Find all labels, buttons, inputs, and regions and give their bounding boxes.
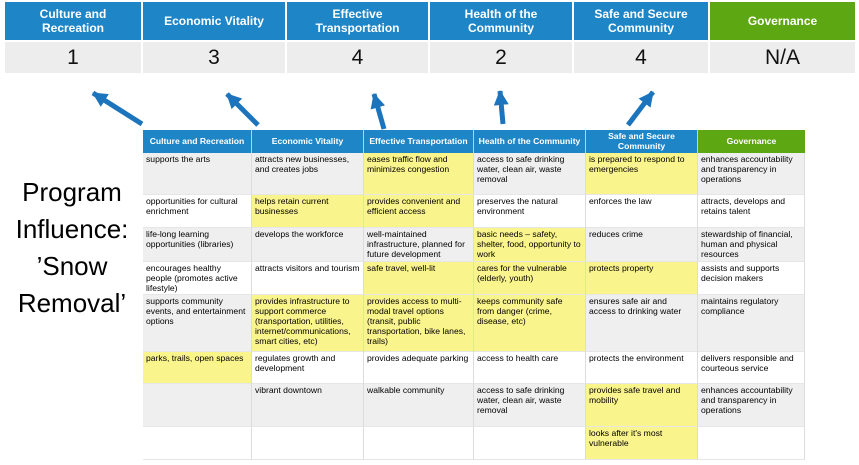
summary-score-cell-6: N/A: [710, 42, 855, 73]
matrix-row-5: [143, 295, 805, 352]
summary-score-cell-2: 3: [143, 42, 285, 73]
matrix-cell-r4-c1: encourages healthy people (promotes active lifestyle): [143, 262, 252, 295]
summary-score-cell-5: 4: [574, 42, 708, 73]
matrix-row-4: [143, 262, 805, 295]
matrix-cell-r1-c6: enhances accountability and transparency in operations: [698, 153, 805, 195]
summary-header-row: [5, 2, 855, 40]
matrix-cell-r7-c1: [143, 384, 252, 427]
summary-score-cell-1: 1: [5, 42, 141, 73]
summary-header-cell-2: Economic Vitality: [143, 2, 285, 40]
matrix-cell-r6-c2: regulates growth and development: [252, 352, 364, 384]
influence-matrix: [143, 130, 805, 460]
arrow-economic: [227, 94, 258, 125]
matrix-cell-r6-c5: protects the environment: [586, 352, 698, 384]
summary-header-cell-6: Governance: [710, 2, 855, 40]
matrix-cell-r2-c4: preserves the natural environment: [474, 195, 586, 228]
matrix-cell-r8-c5: looks after it's most vulnerable: [586, 427, 698, 460]
matrix-cell-r2-c1: opportunities for cultural enrichment: [143, 195, 252, 228]
matrix-cell-r5-c4: keeps community safe from danger (crime, disease, etc): [474, 295, 586, 352]
matrix-row-6: [143, 352, 805, 384]
matrix-row-7: [143, 384, 805, 427]
matrix-cell-r8-c6: [698, 427, 805, 460]
program-influence-label: Program Influence: ’Snow Removal’: [15, 177, 129, 318]
matrix-header-cell-1: Culture and Recreation: [143, 130, 252, 153]
matrix-cell-r2-c2: helps retain current businesses: [252, 195, 364, 228]
matrix-cell-r3-c5: reduces crime: [586, 228, 698, 262]
matrix-cell-r7-c3: walkable community: [364, 384, 474, 427]
matrix-row-2: [143, 195, 805, 228]
matrix-cell-r7-c5: provides safe travel and mobility: [586, 384, 698, 427]
matrix-body: [143, 153, 805, 460]
matrix-cell-r5-c3: provides access to multi-modal travel options (transit, public transportation, bike lanes, trails): [364, 295, 474, 352]
arrow-culture: [93, 93, 142, 124]
matrix-cell-r4-c4: cares for the vulnerable (elderly, youth): [474, 262, 586, 295]
matrix-cell-r7-c2: vibrant downtown: [252, 384, 364, 427]
matrix-cell-r5-c1: supports community events, and entertainment options: [143, 295, 252, 352]
summary-header-cell-1: Culture and Recreation: [5, 2, 141, 40]
summary-score-cell-4: 2: [430, 42, 572, 73]
matrix-header-cell-4: Health of the Community: [474, 130, 586, 153]
matrix-header-cell-3: Effective Transportation: [364, 130, 474, 153]
matrix-row-8: [143, 427, 805, 460]
matrix-cell-r1-c1: supports the arts: [143, 153, 252, 195]
matrix-cell-r3-c4: basic needs – safety, shelter, food, opportunity to work: [474, 228, 586, 262]
matrix-cell-r1-c3: eases traffic flow and minimizes congestion: [364, 153, 474, 195]
matrix-cell-r3-c6: stewardship of financial, human and physical resources: [698, 228, 805, 262]
matrix-header-cell-2: Economic Vitality: [252, 130, 364, 153]
summary-score-cell-3: 4: [287, 42, 428, 73]
matrix-cell-r3-c2: develops the workforce: [252, 228, 364, 262]
matrix-cell-r4-c5: protects property: [586, 262, 698, 295]
matrix-cell-r6-c6: delivers responsible and courteous service: [698, 352, 805, 384]
matrix-cell-r8-c2: [252, 427, 364, 460]
summary-score-row: [5, 42, 855, 73]
arrow-transportation: [374, 94, 384, 129]
matrix-cell-r3-c1: life-long learning opportunities (libraries): [143, 228, 252, 262]
matrix-cell-r7-c6: enhances accountability and transparency in operations: [698, 384, 805, 427]
matrix-cell-r2-c3: provides convenient and efficient access: [364, 195, 474, 228]
matrix-cell-r6-c1: parks, trails, open spaces: [143, 352, 252, 384]
matrix-header-row: [143, 130, 805, 153]
matrix-cell-r2-c5: enforces the law: [586, 195, 698, 228]
summary-header-cell-4: Health of the Community: [430, 2, 572, 40]
summary-header-cell-5: Safe and Secure Community: [574, 2, 708, 40]
matrix-cell-r6-c4: access to health care: [474, 352, 586, 384]
matrix-cell-r8-c1: [143, 427, 252, 460]
matrix-row-3: [143, 228, 805, 262]
matrix-cell-r8-c3: [364, 427, 474, 460]
arrow-safe: [628, 92, 653, 125]
matrix-header-cell-6: Governance: [698, 130, 805, 153]
matrix-cell-r3-c3: well-maintained infrastructure, planned for future development: [364, 228, 474, 262]
matrix-header-cell-5: Safe and Secure Community: [586, 130, 698, 153]
matrix-cell-r5-c5: ensures safe air and access to drinking water: [586, 295, 698, 352]
matrix-row-1: [143, 153, 805, 195]
matrix-cell-r5-c2: provides infrastructure to support commerce (transportation, utilities, internet/communications, smart cities, etc): [252, 295, 364, 352]
matrix-cell-r6-c3: provides adequate parking: [364, 352, 474, 384]
arrow-health: [500, 91, 503, 124]
matrix-cell-r8-c4: [474, 427, 586, 460]
matrix-cell-r4-c2: attracts visitors and tourism: [252, 262, 364, 295]
matrix-cell-r1-c5: is prepared to respond to emergencies: [586, 153, 698, 195]
matrix-cell-r4-c6: assists and supports decision makers: [698, 262, 805, 295]
matrix-cell-r4-c3: safe travel, well-lit: [364, 262, 474, 295]
matrix-cell-r1-c2: attracts new businesses, and creates jobs: [252, 153, 364, 195]
matrix-cell-r5-c6: maintains regulatory compliance: [698, 295, 805, 352]
summary-header-cell-3: Effective Transportation: [287, 2, 428, 40]
matrix-cell-r2-c6: attracts, develops and retains talent: [698, 195, 805, 228]
matrix-cell-r1-c4: access to safe drinking water, clean air, waste removal: [474, 153, 586, 195]
matrix-cell-r7-c4: access to safe drinking water, clean air, waste removal: [474, 384, 586, 427]
